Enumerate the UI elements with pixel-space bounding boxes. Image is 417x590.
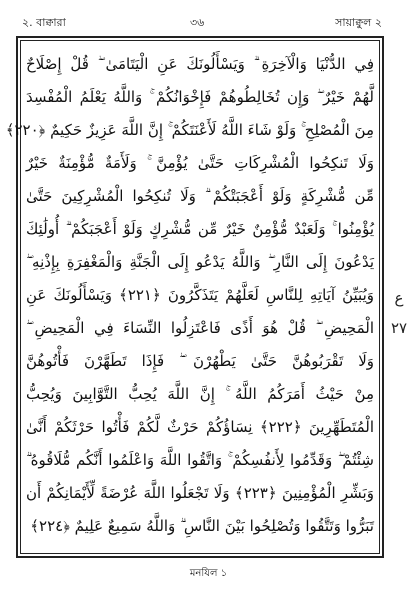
surah-name: ২. বাক্বারা — [22, 16, 66, 29]
page-number: ৩৬ — [190, 16, 205, 29]
text-line: وَلَا تَقْرَبُوهُنَّ حَتَّىٰ يَطْهُرْنَ ۖ فَإِذَا تَطَهَّرْنَ فَأْتُوهُنَّ — [26, 352, 374, 370]
juz-name: সায়াক্বুল ২ — [335, 16, 382, 29]
text-line: وَلَا تَنكِحُوا الْمُشْرِكَاتِ حَتَّىٰ يُؤْمِنَّ ۚ وَلَأَمَةٌ مُّؤْمِنَةٌ خَيْرٌ — [26, 154, 374, 172]
text-line: مِّن مُّشْرِكَةٍ وَلَوْ أَعْجَبَتْكُمْ ۗ وَلَا تُنكِحُوا الْمُشْرِكِينَ حَتَّىٰ — [26, 187, 374, 205]
text-line: الْمُتَطَهِّرِينَ ﴿٢٢٢﴾ نِسَاؤُكُمْ حَرْثٌ لَّكُمْ فَأْتُوا حَرْثَكُمْ أَنَّىٰ — [26, 418, 374, 436]
text-line: يَدْعُونَ إِلَى النَّارِ ۖ وَاللَّهُ يَدْعُو إِلَى الْجَنَّةِ وَالْمَغْفِرَةِ بِإِذْنِهِ ۖ — [26, 253, 374, 271]
text-line: الْمَحِيضِ ۖ قُلْ هُوَ أَذًى فَاعْتَزِلُوا النِّسَاءَ فِي الْمَحِيضِ ۖ — [26, 319, 374, 337]
text-line: لَّهُمْ خَيْرٌ ۖ وَإِن تُخَالِطُوهُمْ فَإِخْوَانُكُمْ ۚ وَاللَّهُ يَعْلَمُ الْمُفْسِدَ — [26, 88, 374, 106]
text-line: وَبَشِّرِ الْمُؤْمِنِينَ ﴿٢٢٣﴾ وَلَا تَجْعَلُوا اللَّهَ عُرْضَةً لِّأَيْمَانِكُمْ أَن — [26, 484, 374, 502]
text-line: فِي الدُّنْيَا وَالْآخِرَةِ ۗ وَيَسْأَلُونَكَ عَنِ الْيَتَامَىٰ ۖ قُلْ إِصْلَاحٌ — [26, 55, 374, 73]
text-line: تَبَرُّوا وَتَتَّقُوا وَتُصْلِحُوا بَيْنَ النَّاسِ ۗ وَاللَّهُ سَمِيعٌ عَلِيمٌ ﴿٢٢٤﴾ — [30, 517, 374, 535]
text-line: يُؤْمِنُوا ۚ وَلَعَبْدٌ مُّؤْمِنٌ خَيْرٌ مِّن مُّشْرِكٍ وَلَوْ أَعْجَبَكُمْ ۗ أُولَٰئِكَ — [26, 220, 374, 238]
quran-text-block — [5, 50, 375, 548]
text-line: مِنَ الْمُصْلِحِ ۚ وَلَوْ شَاءَ اللَّهُ لَأَعْنَتَكُمْ ۚ إِنَّ اللَّهَ عَزِيزٌ حَكِيمٌ ﴿٢٢٠﴾ — [5, 121, 374, 139]
text-line: شِئْتُمْ ۖ وَقَدِّمُوا لِأَنفُسِكُمْ ۚ وَاتَّقُوا اللَّهَ وَاعْلَمُوا أَنَّكُم مُّلَاقُوهُ ۗ — [26, 451, 374, 469]
manzil-footer: মনযিল ১ — [189, 568, 228, 579]
text-line: وَيُبَيِّنُ آيَاتِهِ لِلنَّاسِ لَعَلَّهُمْ يَتَذَكَّرُونَ ﴿٢٢١﴾ وَيَسْأَلُونَكَ عَنِ — [26, 286, 375, 304]
text-line: مِنْ حَيْثُ أَمَرَكُمُ اللَّهُ ۚ إِنَّ اللَّهَ يُحِبُّ التَّوَّابِينَ وَيُحِبُّ — [26, 385, 374, 403]
page-header — [22, 14, 382, 30]
ruku-marker: ع ٢٧ — [390, 289, 408, 337]
